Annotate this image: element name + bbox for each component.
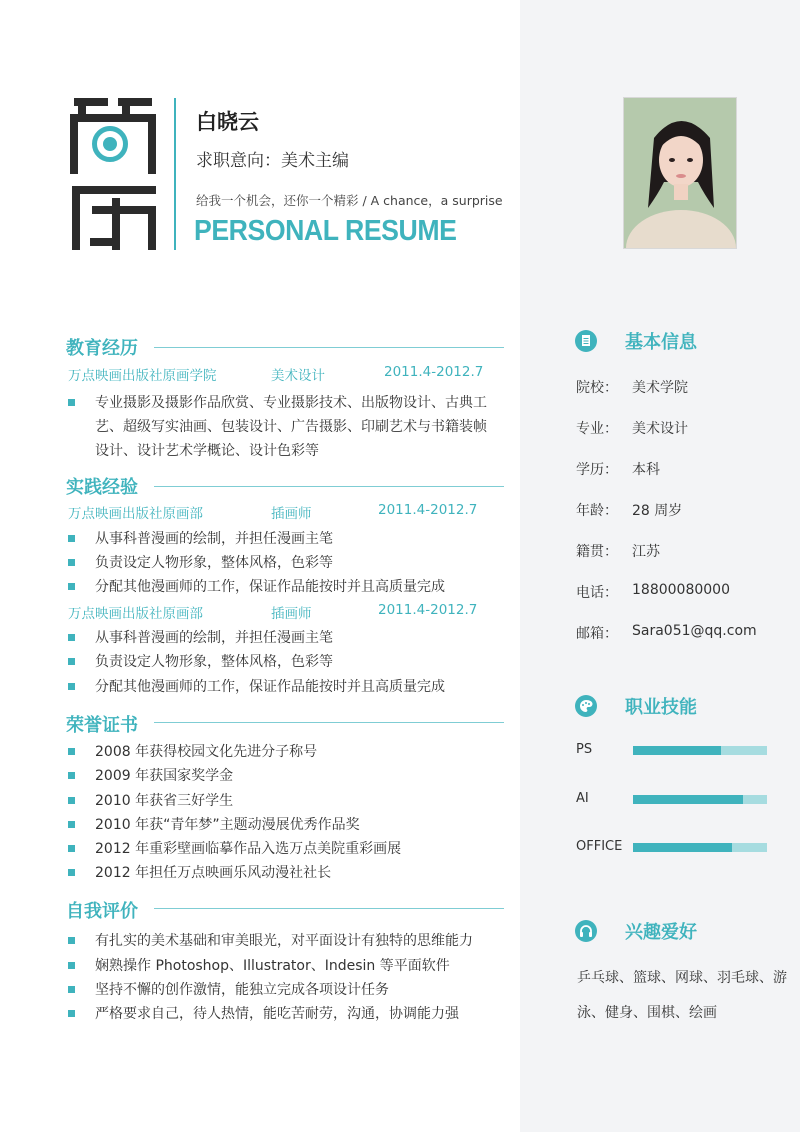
list-item-text: 严格要求自己，待人热情，能吃苦耐劳，沟通，协调能力强 (95, 1006, 459, 1022)
education-title: 教育经历 (66, 338, 138, 359)
info-value: 28 周岁 (632, 503, 683, 519)
skill-name: OFFICE (576, 839, 623, 854)
list-item (68, 813, 498, 837)
info-value: 18800080000 (632, 582, 730, 598)
list-item-text: 负责设定人物形象，整体风格，色彩等 (95, 654, 333, 670)
info-value: 江苏 (632, 544, 660, 560)
info-row (576, 500, 683, 520)
info-row (576, 418, 688, 438)
major-name: 美术设计 (271, 368, 325, 384)
list-item (68, 575, 498, 599)
list-item (68, 1002, 498, 1026)
list-item (68, 978, 498, 1002)
job-period: 2011.4-2012.7 (378, 502, 478, 518)
list-item (68, 675, 498, 699)
section-divider (154, 722, 504, 723)
info-label: 邮箱： (576, 626, 618, 642)
job-role: 插画师 (271, 606, 312, 622)
target-icon (92, 126, 128, 162)
list-item-text: 2009 年获国家奖学金 (95, 768, 234, 784)
list-item-text: 分配其他漫画师的工作，保证作品能按时并且高质量完成 (95, 579, 445, 595)
skill-bar-fill (633, 843, 732, 852)
list-item (68, 527, 498, 551)
education-period: 2011.4-2012.7 (384, 364, 484, 380)
list-item (68, 789, 498, 813)
list-item (68, 650, 498, 674)
list-item (68, 929, 498, 953)
honors-title: 荣誉证书 (66, 715, 138, 736)
section-divider (154, 908, 504, 909)
job-intent: 求职意向：美术主编 (196, 151, 349, 171)
resume-logo (70, 98, 156, 250)
list-item-text: 2010 年获省三好学生 (95, 793, 234, 809)
list-item-text: 负责设定人物形象，整体风格，色彩等 (95, 555, 333, 571)
info-row (576, 623, 757, 643)
list-item-text: 专业摄影及摄影作品欣赏、专业摄影技术、出版物设计、古典工艺、超级写实油画、包装设计、广告摄影、印刷艺术与书籍装帧设计、设计艺术学概论、设计色彩等 (95, 395, 487, 459)
skill-bar (633, 746, 767, 755)
hobbies-label: 兴趣爱好 (625, 922, 697, 943)
skill-name: PS (576, 742, 593, 757)
list-item (68, 954, 498, 978)
company-name: 万点映画出版社原画部 (68, 506, 203, 522)
palette-icon (575, 695, 597, 717)
section-divider (154, 486, 504, 487)
candidate-name: 白晓云 (196, 110, 259, 134)
info-value: 美术设计 (632, 421, 688, 437)
header-divider (174, 98, 176, 250)
list-item (68, 626, 498, 650)
list-item-text: 从事科普漫画的绘制，并担任漫画主笔 (95, 531, 333, 547)
section-divider (154, 347, 504, 348)
hobbies-text: 乒乓球、篮球、网球、羽毛球、游泳、健身、围棋、绘画 (577, 970, 787, 1021)
practice-title: 实践经验 (66, 477, 138, 498)
info-value: 本科 (632, 462, 660, 478)
skills-label: 职业技能 (625, 697, 697, 718)
info-label: 学历： (576, 462, 618, 478)
profile-photo (623, 97, 737, 249)
skill-bar (633, 843, 767, 852)
list-item-text: 分配其他漫画师的工作，保证作品能按时并且高质量完成 (95, 679, 445, 695)
list-item (68, 861, 498, 885)
list-item (68, 740, 498, 764)
job-role: 插画师 (271, 506, 312, 522)
info-value: Sara051@qq.com (632, 623, 757, 639)
info-value: 美术学院 (632, 380, 688, 396)
list-item (68, 764, 498, 788)
self-eval-title: 自我评价 (66, 901, 138, 922)
list-item-text: 坚持不懈的创作激情，能独立完成各项设计任务 (95, 982, 389, 998)
info-row (576, 582, 730, 602)
skill-bar-fill (633, 746, 721, 755)
resume-title: PERSONAL RESUME (194, 215, 457, 247)
document-icon (575, 330, 597, 352)
list-item (68, 837, 498, 861)
basic-info-label: 基本信息 (625, 332, 697, 353)
info-label: 电话： (576, 585, 618, 601)
list-item-text: 2012 年担任万点映画乐风动漫社社长 (95, 865, 332, 881)
headphones-icon (575, 920, 597, 942)
motto: 给我一个机会，还你一个精彩 / A chance，a surprise (196, 193, 503, 208)
info-row (576, 459, 660, 479)
skill-name: AI (576, 791, 589, 806)
list-item-text: 从事科普漫画的绘制，并担任漫画主笔 (95, 630, 333, 646)
skill-bar (633, 795, 767, 804)
info-label: 籍贯： (576, 544, 618, 560)
info-label: 专业： (576, 421, 618, 437)
skill-bar-fill (633, 795, 743, 804)
info-label: 年龄： (576, 503, 618, 519)
list-item (68, 551, 498, 575)
school-name: 万点映画出版社原画学院 (68, 368, 217, 384)
list-item-text: 2010 年获“青年梦”主题动漫展优秀作品奖 (95, 817, 360, 833)
list-item-text: 娴熟操作 Photoshop、Illustrator、Indesin 等平面软件 (95, 958, 450, 974)
list-item (68, 391, 498, 463)
job-period: 2011.4-2012.7 (378, 602, 478, 618)
info-row (576, 541, 660, 561)
info-label: 院校： (576, 380, 618, 396)
list-item-text: 2008 年获得校园文化先进分子称号 (95, 744, 318, 760)
list-item-text: 有扎实的美术基础和审美眼光，对平面设计有独特的思维能力 (95, 933, 473, 949)
company-name: 万点映画出版社原画部 (68, 606, 203, 622)
list-item-text: 2012 年重彩壁画临摹作品入选万点美院重彩画展 (95, 841, 402, 857)
info-row (576, 377, 688, 397)
